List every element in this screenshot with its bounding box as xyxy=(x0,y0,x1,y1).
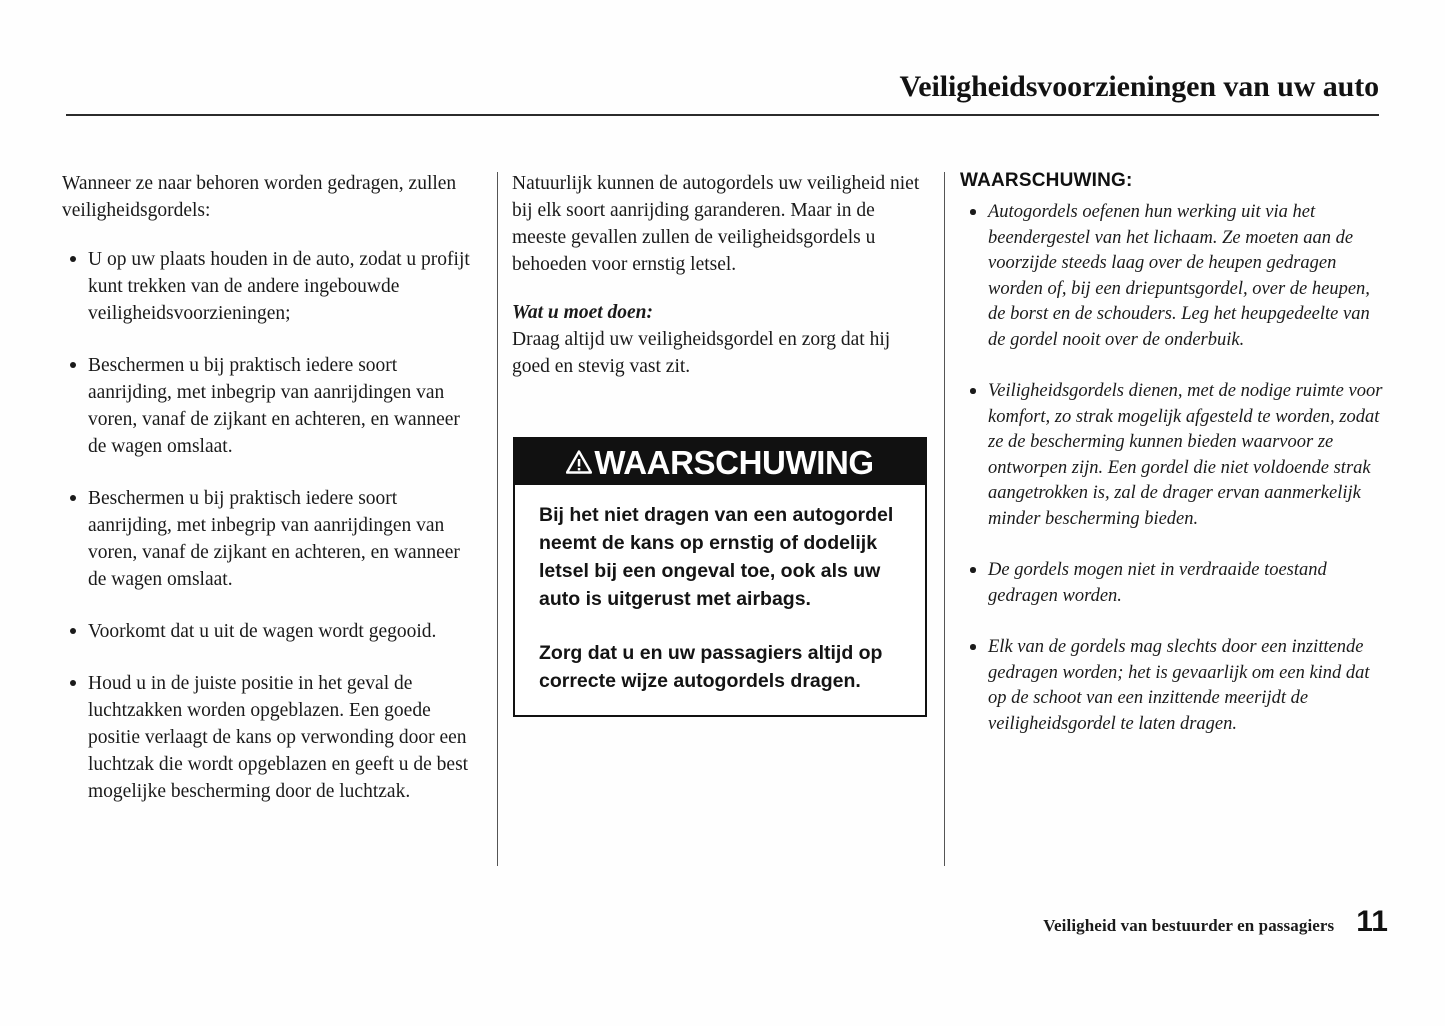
list-item: Voorkomt dat u uit de wagen wordt gegooid. xyxy=(62,618,478,645)
warning-body xyxy=(515,485,925,715)
warning-paragraph: Bij het niet dragen van een autogordel neemt de kans op ernstig of dodelijk letsel bij een ongeval toe, ook als uw auto is uitgerust met airbags. xyxy=(539,504,894,610)
list-item: Beschermen u bij praktisch iedere soort aanrijding, met inbegrip van aanrijdingen van voren, vanaf de zijkant en achteren, en wanneer de wagen omslaat. xyxy=(62,485,478,593)
column-divider-right xyxy=(944,172,945,866)
column-2-lead-in-heading: Wat u moet doen: xyxy=(512,302,654,323)
footer-section-label: Veiligheid van bestuurder en passagiers xyxy=(1043,916,1335,935)
list-item: Beschermen u bij praktisch iedere soort aanrijding, met inbegrip van aanrijdingen van voren, vanaf de zijkant en achteren, en wanneer de wagen omslaat. xyxy=(62,352,478,460)
warning-callout-box xyxy=(513,437,927,717)
column-divider-left xyxy=(497,172,498,866)
column-3-warning-heading: WAARSCHUWING: xyxy=(960,170,1133,191)
page-number: 11 xyxy=(1356,905,1388,938)
warning-banner-label: WAARSCHUWING xyxy=(594,443,874,481)
list-item: Elk van de gordels mag slechts door een inzittende gedragen worden; het is gevaarlijk om een kind dat op de schoot van een inzittende meerijdt de veiligheidsgordel te laten dragen. xyxy=(960,635,1388,737)
header-divider-rule xyxy=(66,114,1379,116)
list-item: U op uw plaats houden in de auto, zodat u profijt kunt trekken van de andere ingebouwde veiligheidsvoorzieningen; xyxy=(62,246,478,327)
warning-triangle-icon xyxy=(566,450,592,474)
content-column-2 xyxy=(512,170,932,380)
page-footer xyxy=(960,905,1388,939)
warning-paragraph: Zorg dat u en uw passagiers altijd op correcte wijze autogordels dragen. xyxy=(539,642,883,692)
column-2-intro: Natuurlijk kunnen de autogordels uw veiligheid niet bij elk soort aanrijding garanderen. Maar in de meeste gevallen zullen de veiligheidsgordels u behoeden voor ernstig letsel. xyxy=(512,173,920,275)
page-title: Veiligheidsvoorzieningen van uw auto xyxy=(899,70,1379,103)
content-column-3 xyxy=(960,170,1388,763)
column-3-bullet-list xyxy=(960,200,1388,737)
content-column-1 xyxy=(62,170,478,830)
list-item: Autogordels oefenen hun werking uit via het beendergestel van het lichaam. Ze moeten aan de voorzijde steeds laag over de heupen gedragen worden of, bij een driepuntsgordel, over de heupen, de borst en de schouders. Leg het heupgedeelte van de gordel nooit over de onderbuik. xyxy=(960,200,1388,353)
column-1-intro: Wanneer ze naar behoren worden gedragen, zullen veiligheidsgordels: xyxy=(62,173,457,221)
list-item: Houd u in de juiste positie in het geval de luchtzakken worden opgeblazen. Een goede positie verlaagt de kans op verwonding door een luchtzak die wordt opgeblazen en geeft u de best mogelijke bescherming door de luchtzak. xyxy=(62,670,478,805)
column-2-lead-in-body: Draag altijd uw veiligheidsgordel en zorg dat hij goed en stevig vast zit. xyxy=(512,329,891,377)
warning-banner xyxy=(515,439,925,485)
list-item: De gordels mogen niet in verdraaide toestand gedragen worden. xyxy=(960,558,1388,609)
column-1-bullet-list xyxy=(62,246,478,805)
list-item: Veiligheidsgordels dienen, met de nodige ruimte voor komfort, zo strak mogelijk afgesteld te worden, zodat ze de bescherming kunnen bieden waarvoor ze ontworpen zijn. Een gordel die niet voldoende strak aangetrokken is, zal de drager ervan aanmerkelijk minder bescherming bieden. xyxy=(960,379,1388,532)
